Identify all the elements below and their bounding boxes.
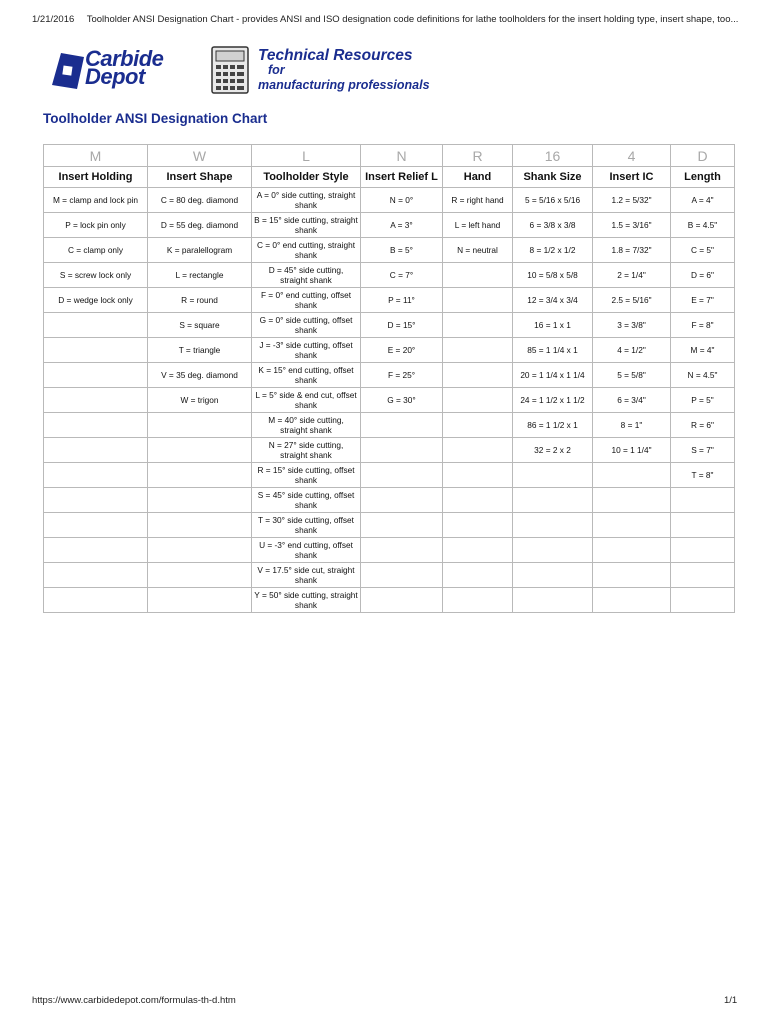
- table-cell: 32 = 2 x 2: [513, 438, 593, 463]
- table-cell: [148, 488, 252, 513]
- table-cell: 8 = 1/2 x 1/2: [513, 238, 593, 263]
- table-cell: [593, 588, 671, 613]
- table-row: [44, 213, 735, 238]
- table-cell: 86 = 1 1/2 x 1: [513, 413, 593, 438]
- code-cell: 16: [513, 145, 593, 167]
- print-date: 1/21/2016: [32, 14, 75, 25]
- table-cell: [44, 563, 148, 588]
- table-cell: K = 15° end cutting, offset shank: [252, 363, 361, 388]
- logo-line-2: Depot: [85, 64, 145, 89]
- table-cell: R = round: [148, 288, 252, 313]
- table-cell: L = left hand: [443, 213, 513, 238]
- table-cell: F = 0° end cutting, offset shank: [252, 288, 361, 313]
- tech-line-2: for: [268, 63, 285, 77]
- table-cell: T = triangle: [148, 338, 252, 363]
- table-cell: [443, 388, 513, 413]
- table-cell: B = 5°: [361, 238, 443, 263]
- table-cell: [593, 563, 671, 588]
- table-cell: F = 8": [671, 313, 735, 338]
- tech-line-3: manufacturing professionals: [258, 78, 430, 92]
- table-cell: [361, 463, 443, 488]
- table-cell: [671, 488, 735, 513]
- column-header-row: [44, 167, 735, 188]
- table-body: [44, 188, 735, 613]
- table-cell: [361, 438, 443, 463]
- print-page-title: Toolholder ANSI Designation Chart - provides ANSI and ISO designation code definitions for lathe toolholders for the insert holding type, insert shape, too...: [86, 14, 739, 25]
- table-cell: [44, 513, 148, 538]
- table-cell: D = 55 deg. diamond: [148, 213, 252, 238]
- table-cell: R = right hand: [443, 188, 513, 213]
- table-cell: [44, 488, 148, 513]
- table-cell: B = 15° side cutting, straight shank: [252, 213, 361, 238]
- table-row: [44, 388, 735, 413]
- table-row: [44, 438, 735, 463]
- table-cell: [148, 438, 252, 463]
- table-cell: [513, 513, 593, 538]
- table-cell: 16 = 1 x 1: [513, 313, 593, 338]
- table-row: [44, 588, 735, 613]
- table-cell: T = 30° side cutting, offset shank: [252, 513, 361, 538]
- table-cell: [513, 488, 593, 513]
- code-cell: M: [44, 145, 148, 167]
- table-cell: G = 30°: [361, 388, 443, 413]
- column-header: Insert Shape: [148, 167, 252, 188]
- table-row: [44, 413, 735, 438]
- table-cell: 20 = 1 1/4 x 1 1/4: [513, 363, 593, 388]
- table-cell: [593, 463, 671, 488]
- table-cell: [443, 288, 513, 313]
- table-cell: C = clamp only: [44, 238, 148, 263]
- table-cell: [513, 563, 593, 588]
- table-cell: M = 4": [671, 338, 735, 363]
- table-cell: [44, 588, 148, 613]
- table-cell: [361, 513, 443, 538]
- table-cell: [513, 538, 593, 563]
- table-row: [44, 238, 735, 263]
- table-cell: D = 15°: [361, 313, 443, 338]
- table-cell: 1.2 = 5/32": [593, 188, 671, 213]
- table-row: [44, 288, 735, 313]
- table-cell: [443, 538, 513, 563]
- table-cell: [361, 488, 443, 513]
- print-footer-url: https://www.carbidedepot.com/formulas-th-d.htm: [32, 995, 236, 1006]
- table-cell: S = 7": [671, 438, 735, 463]
- carbide-depot-logo[interactable]: [52, 46, 190, 92]
- table-cell: 3 = 3/8": [593, 313, 671, 338]
- table-cell: F = 25°: [361, 363, 443, 388]
- tech-line-1: Technical Resources: [258, 47, 413, 64]
- logo-line-1: Carbide: [85, 46, 164, 71]
- column-header: Insert Relief L: [361, 167, 443, 188]
- table-cell: C = 80 deg. diamond: [148, 188, 252, 213]
- table-cell: D = wedge lock only: [44, 288, 148, 313]
- code-cell: W: [148, 145, 252, 167]
- table-cell: [44, 413, 148, 438]
- table-cell: A = 4": [671, 188, 735, 213]
- table-cell: J = -3° side cutting, offset shank: [252, 338, 361, 363]
- table-cell: [443, 488, 513, 513]
- table-cell: P = 5": [671, 388, 735, 413]
- page-title: Toolholder ANSI Designation Chart: [43, 111, 268, 126]
- table-cell: Y = 50° side cutting, straight shank: [252, 588, 361, 613]
- table-cell: [148, 538, 252, 563]
- table-cell: [443, 563, 513, 588]
- column-header: Shank Size: [513, 167, 593, 188]
- designation-chart-table: [43, 144, 735, 613]
- table-cell: [593, 538, 671, 563]
- table-cell: D = 6": [671, 263, 735, 288]
- table-row: [44, 313, 735, 338]
- code-letter-row: [44, 145, 735, 167]
- code-cell: D: [671, 145, 735, 167]
- table-cell: [671, 538, 735, 563]
- column-header: Hand: [443, 167, 513, 188]
- table-row: [44, 188, 735, 213]
- table-cell: 6 = 3/8 x 3/8: [513, 213, 593, 238]
- table-cell: 8 = 1": [593, 413, 671, 438]
- table-cell: 5 = 5/8": [593, 363, 671, 388]
- table-cell: [44, 338, 148, 363]
- table-cell: U = -3° end cutting, offset shank: [252, 538, 361, 563]
- table-row: [44, 263, 735, 288]
- table-row: [44, 363, 735, 388]
- table-cell: M = clamp and lock pin: [44, 188, 148, 213]
- table-cell: N = 0°: [361, 188, 443, 213]
- table-cell: [148, 413, 252, 438]
- table-cell: 1.8 = 7/32": [593, 238, 671, 263]
- print-footer-page-number: 1/1: [724, 995, 738, 1006]
- table-cell: L = rectangle: [148, 263, 252, 288]
- code-cell: L: [252, 145, 361, 167]
- table-cell: [361, 538, 443, 563]
- table-cell: S = screw lock only: [44, 263, 148, 288]
- table-cell: S = square: [148, 313, 252, 338]
- column-header: Length: [671, 167, 735, 188]
- table-row: [44, 488, 735, 513]
- table-row: [44, 338, 735, 363]
- table-cell: [148, 588, 252, 613]
- column-header: Insert Holding: [44, 167, 148, 188]
- table-cell: E = 7": [671, 288, 735, 313]
- table-cell: [593, 513, 671, 538]
- table-cell: 5 = 5/16 x 5/16: [513, 188, 593, 213]
- table-cell: [443, 338, 513, 363]
- column-header: Toolholder Style: [252, 167, 361, 188]
- table-cell: [44, 538, 148, 563]
- table-cell: T = 8": [671, 463, 735, 488]
- table-cell: M = 40° side cutting, straight shank: [252, 413, 361, 438]
- table-cell: P = lock pin only: [44, 213, 148, 238]
- table-cell: R = 15° side cutting, offset shank: [252, 463, 361, 488]
- table-cell: [443, 313, 513, 338]
- table-cell: [44, 313, 148, 338]
- table-cell: 2.5 = 5/16": [593, 288, 671, 313]
- table-cell: C = 5": [671, 238, 735, 263]
- table-cell: S = 45° side cutting, offset shank: [252, 488, 361, 513]
- table-cell: [443, 513, 513, 538]
- table-cell: N = neutral: [443, 238, 513, 263]
- table-cell: N = 4.5": [671, 363, 735, 388]
- code-cell: 4: [593, 145, 671, 167]
- code-cell: R: [443, 145, 513, 167]
- table-cell: C = 7°: [361, 263, 443, 288]
- table-cell: 10 = 5/8 x 5/8: [513, 263, 593, 288]
- table-cell: [148, 463, 252, 488]
- table-row: [44, 513, 735, 538]
- print-header: [32, 14, 742, 25]
- table-cell: [671, 513, 735, 538]
- table-cell: 2 = 1/4": [593, 263, 671, 288]
- table-cell: V = 35 deg. diamond: [148, 363, 252, 388]
- logo-wordmark: [85, 46, 164, 89]
- table-cell: [44, 388, 148, 413]
- table-cell: [361, 563, 443, 588]
- table-cell: [513, 588, 593, 613]
- table-cell: [671, 588, 735, 613]
- table-cell: [443, 438, 513, 463]
- table-cell: C = 0° end cutting, straight shank: [252, 238, 361, 263]
- table-cell: [513, 463, 593, 488]
- table-cell: [671, 563, 735, 588]
- table-cell: K = paralellogram: [148, 238, 252, 263]
- table-cell: W = trigon: [148, 388, 252, 413]
- column-header: Insert IC: [593, 167, 671, 188]
- table-cell: P = 11°: [361, 288, 443, 313]
- table-cell: [44, 363, 148, 388]
- table-cell: [443, 363, 513, 388]
- table-cell: [443, 588, 513, 613]
- table-cell: D = 45° side cutting, straight shank: [252, 263, 361, 288]
- calculator-icon: [211, 46, 249, 94]
- table-cell: [361, 588, 443, 613]
- table-cell: [443, 263, 513, 288]
- table-cell: 4 = 1/2": [593, 338, 671, 363]
- table-cell: [361, 413, 443, 438]
- table-cell: 85 = 1 1/4 x 1: [513, 338, 593, 363]
- table-cell: L = 5° side & end cut, offset shank: [252, 388, 361, 413]
- table-row: [44, 538, 735, 563]
- code-cell: N: [361, 145, 443, 167]
- table-cell: [148, 513, 252, 538]
- table-cell: G = 0° side cutting, offset shank: [252, 313, 361, 338]
- table-cell: 12 = 3/4 x 3/4: [513, 288, 593, 313]
- table-row: [44, 563, 735, 588]
- table-cell: 10 = 1 1/4": [593, 438, 671, 463]
- table-row: [44, 463, 735, 488]
- table-cell: [44, 438, 148, 463]
- table-cell: 1.5 = 3/16": [593, 213, 671, 238]
- table-cell: V = 17.5° side cut, straight shank: [252, 563, 361, 588]
- technical-resources-heading: [258, 48, 430, 93]
- table-cell: B = 4.5": [671, 213, 735, 238]
- table-cell: [443, 413, 513, 438]
- table-cell: N = 27° side cutting, straight shank: [252, 438, 361, 463]
- logo-mark-icon: [52, 53, 84, 89]
- table-cell: [148, 563, 252, 588]
- table-cell: R = 6": [671, 413, 735, 438]
- table-cell: [593, 488, 671, 513]
- table-cell: 24 = 1 1/2 x 1 1/2: [513, 388, 593, 413]
- table-cell: [443, 463, 513, 488]
- table-cell: [44, 463, 148, 488]
- table-cell: A = 0° side cutting, straight shank: [252, 188, 361, 213]
- table-cell: A = 3°: [361, 213, 443, 238]
- table-cell: E = 20°: [361, 338, 443, 363]
- table-cell: 6 = 3/4": [593, 388, 671, 413]
